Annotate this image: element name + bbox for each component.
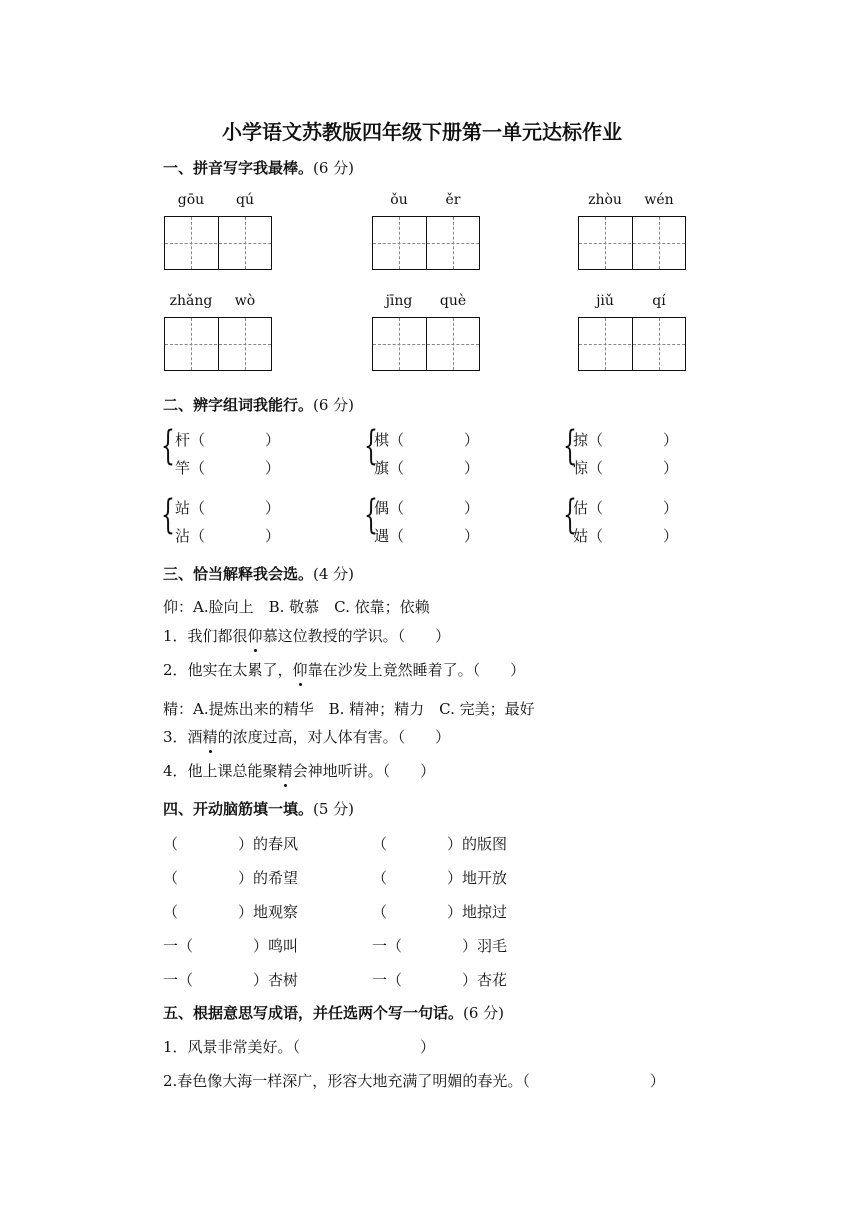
dotted-char: 仰 — [247, 627, 263, 645]
pinyin: jiǔ — [596, 293, 614, 309]
writing-grid[interactable] — [372, 317, 480, 371]
question-text: 会神地听讲。（ ） — [292, 762, 436, 780]
fill-blank[interactable]: （ ）的版图 — [372, 835, 508, 853]
question-2[interactable] — [163, 659, 525, 680]
section-5-points: (6 分) — [463, 1004, 505, 1022]
question-text: 靠在沙发上竟然睡着了。（ ） — [307, 661, 526, 679]
section-4-heading — [163, 798, 354, 819]
brace: { — [364, 423, 378, 469]
question-text: 3．酒 — [163, 728, 203, 746]
question-3[interactable] — [163, 726, 450, 747]
word-pair-entry[interactable]: 站（ ） — [175, 499, 281, 517]
fill-blank[interactable]: （ ）的希望 — [163, 869, 299, 887]
brace: { — [161, 492, 175, 538]
pinyin: què — [439, 293, 467, 309]
fill-blank[interactable]: （ ）的春风 — [163, 835, 299, 853]
word-pair-entry[interactable]: 遇（ ） — [374, 527, 480, 545]
question-text: 1．我们都很 — [163, 627, 248, 645]
fill-blank[interactable]: 一（ ）鸣叫 — [163, 937, 299, 955]
word-pair-entry[interactable]: 杆（ ） — [175, 431, 281, 449]
idiom-question-2[interactable]: 2.春色像大海一样深广，形容大地充满了明媚的春光。（ ） — [163, 1072, 665, 1090]
section-2-title: 二、辨字组词我能行。 — [163, 396, 314, 414]
pinyin: wén — [644, 192, 674, 208]
word-pair-entry[interactable]: 惊（ ） — [573, 459, 679, 477]
question-text: 4．他上课总能聚 — [163, 762, 278, 780]
section-1-points: (6 分) — [313, 159, 355, 177]
section-3-heading — [163, 563, 354, 584]
pinyin: jīng — [385, 293, 413, 309]
pinyin: qí — [652, 293, 666, 309]
pinyin: zhòu — [588, 192, 622, 208]
word-pair-entry[interactable]: 掠（ ） — [573, 431, 679, 449]
fill-blank[interactable]: （ ）地开放 — [372, 869, 508, 887]
question-4[interactable] — [163, 760, 435, 781]
word-pair-entry[interactable]: 姑（ ） — [573, 527, 679, 545]
word-pair-entry[interactable]: 偶（ ） — [374, 499, 480, 517]
question-text: 慕这位教授的学识。（ ） — [262, 627, 451, 645]
brace: { — [161, 423, 175, 469]
page-title: 小学语文苏教版四年级下册第一单元达标作业 — [222, 120, 622, 144]
section-5-heading — [163, 1002, 504, 1023]
section-2-heading — [163, 394, 354, 415]
word-pair-entry[interactable]: 旗（ ） — [374, 459, 480, 477]
question-text: 2．他实在太累了， — [163, 661, 293, 679]
section-5-title: 五、根据意思写成语，并任选两个写一句话。 — [163, 1004, 464, 1022]
word-pair-entry[interactable]: 棋（ ） — [374, 431, 480, 449]
pinyin: gōu — [177, 192, 205, 208]
writing-grid[interactable] — [164, 317, 272, 371]
section-1-heading — [163, 157, 354, 178]
brace: { — [563, 423, 577, 469]
question-text: 的浓度过高，对人体有害。（ ） — [217, 728, 451, 746]
pinyin: ěr — [445, 192, 461, 208]
dotted-char: 精 — [277, 762, 293, 780]
fill-blank[interactable]: （ ）地观察 — [163, 903, 299, 921]
brace: { — [364, 492, 378, 538]
section-4-points: (5 分) — [313, 800, 355, 818]
fill-blank[interactable]: 一（ ）杏树 — [163, 971, 299, 989]
fill-blank[interactable]: 一（ ）杏花 — [372, 971, 508, 989]
dotted-char: 精 — [202, 728, 218, 746]
question-1[interactable] — [163, 625, 450, 646]
definition-yang: 仰：A.脸向上 B. 敬慕 C. 依靠；依赖 — [163, 598, 430, 616]
fill-blank[interactable]: （ ）地掠过 — [372, 903, 508, 921]
pinyin: qú — [236, 192, 254, 208]
definition-jing: 精：A.提炼出来的精华 B. 精神；精力 C. 完美；最好 — [163, 700, 535, 718]
word-pair-entry[interactable]: 竿（ ） — [175, 459, 281, 477]
dotted-char: 仰 — [292, 661, 308, 679]
section-1-title: 一、拼音写字我最棒。 — [163, 159, 314, 177]
section-4-title: 四、开动脑筋填一填。 — [163, 800, 314, 818]
idiom-question-1[interactable]: 1．风景非常美好。（ ） — [163, 1038, 436, 1056]
pinyin: zhǎng — [169, 293, 213, 309]
word-pair-entry[interactable]: 沾（ ） — [175, 527, 281, 545]
brace: { — [563, 492, 577, 538]
pinyin: ǒu — [390, 192, 408, 208]
pinyin: wò — [234, 293, 256, 309]
section-3-points: (4 分) — [313, 565, 355, 583]
word-pair-entry[interactable]: 估（ ） — [573, 499, 679, 517]
section-3-title: 三、恰当解释我会选。 — [163, 565, 314, 583]
writing-grid[interactable] — [578, 317, 686, 371]
writing-grid[interactable] — [578, 216, 686, 270]
writing-grid[interactable] — [164, 216, 272, 270]
fill-blank[interactable]: 一（ ）羽毛 — [372, 937, 508, 955]
writing-grid[interactable] — [372, 216, 480, 270]
section-2-points: (6 分) — [313, 396, 355, 414]
